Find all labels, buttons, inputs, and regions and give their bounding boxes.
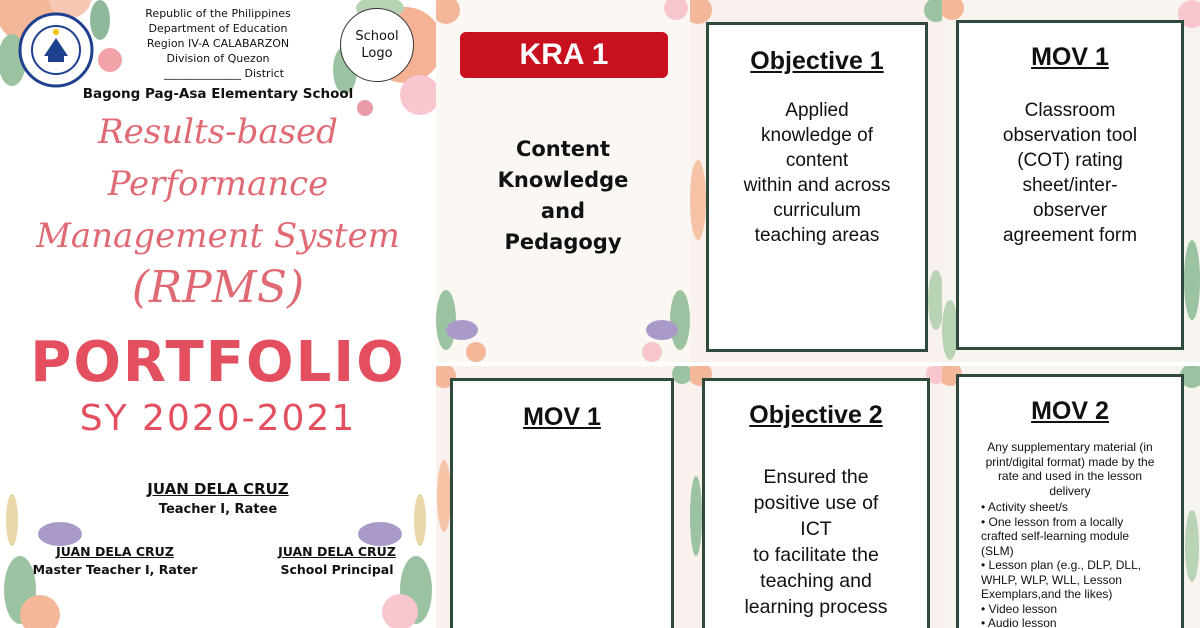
ratee-name: JUAN DELA CRUZ [147, 480, 289, 498]
header-line: Department of Education [148, 22, 288, 35]
mov-2-bullet-line: • Activity sheet/s [981, 500, 1068, 514]
school-name: Bagong Pag-Asa Elementary School [82, 86, 354, 102]
rater-role: Master Teacher I, Rater [32, 562, 198, 577]
objective-1-page [690, 0, 942, 362]
rater-block [20, 544, 210, 577]
mov-1-top-text [959, 98, 1181, 248]
header-line: Division of Quezon [166, 52, 270, 65]
objective-2-line: teaching and [760, 570, 872, 592]
cover-page [0, 0, 436, 628]
header-line: Region IV-A CALABARZON [146, 37, 290, 50]
mov-2-intro-line: rate and used in the lesson [997, 469, 1143, 483]
mov-1-top-line: (COT) rating [1017, 150, 1123, 171]
objective-1-title: Objective 1 [750, 47, 884, 75]
mov-2-bullet-line: Exemplars,and the likes) [981, 587, 1113, 601]
mov-2-bullet-line: crafted self-learning module [981, 529, 1130, 543]
header-line: ______________ District [163, 67, 284, 80]
mov-1-top-line: observation tool [1002, 125, 1138, 146]
mov-2-intro-line: print/digital format) made by the [985, 454, 1155, 469]
mov-1-bottom-page [436, 366, 690, 628]
objective-2-line: positive use of [753, 492, 879, 514]
principal-role: School Principal [280, 562, 394, 577]
mov-2-title: MOV 2 [1031, 397, 1109, 425]
principal-name: JUAN DELA CRUZ [278, 544, 396, 559]
mov-2-bullet-line: • One lesson from a locally [981, 514, 1124, 529]
objective-1-line: content [785, 150, 849, 171]
school-logo-placeholder [340, 8, 414, 82]
mov-2-bullets [959, 500, 1181, 628]
objective-2-card [702, 378, 930, 628]
objective-2-line: ICT [800, 518, 832, 540]
mov-1-top-line: Classroom [1024, 100, 1116, 121]
objective-1-line: within and across [743, 175, 891, 196]
mov-1-top-line: sheet/inter- [1022, 175, 1118, 196]
script-title-line: Management System [36, 216, 400, 256]
objective-1-line: knowledge of [761, 125, 873, 146]
mov-2-bullet-line: • Audio lesson [981, 616, 1057, 628]
script-title-line: (RPMS) [131, 262, 305, 313]
mov-2-card [956, 374, 1184, 628]
objective-2-line: Ensured the [763, 466, 869, 488]
script-title-line: Performance [107, 164, 329, 204]
portfolio-title: PORTFOLIO [30, 330, 406, 395]
kra-badge [460, 32, 668, 78]
mov-1-top-card [956, 20, 1184, 350]
objective-2-line: learning process [744, 596, 888, 618]
deped-seal-icon [18, 12, 94, 88]
mov-1-top-page [942, 0, 1200, 362]
objective-2-text [705, 464, 927, 620]
objective-2-line: to facilitate the [753, 544, 879, 566]
mov-2-intro-line: delivery [1049, 483, 1091, 498]
mov-1-top-title: MOV 1 [1031, 43, 1109, 71]
kra-page [436, 0, 690, 362]
mov-1-top-line: agreement form [1002, 225, 1138, 246]
rater-name: JUAN DELA CRUZ [56, 544, 174, 559]
header-line: Republic of the Philippines [145, 7, 291, 20]
mov-2-bullet-line: WHLP, WLP, WLL, Lesson [981, 572, 1122, 587]
kra-line: Knowledge [497, 168, 629, 192]
mov-2-bullet-line: • Video lesson [981, 601, 1058, 616]
mov-2-intro [959, 440, 1181, 498]
kra-description [436, 134, 690, 258]
kra-line: and [540, 199, 586, 223]
kra-line: Pedagogy [504, 230, 622, 254]
mov-1-bottom-card [450, 378, 674, 628]
mov-2-intro-line: Any supplementary material (in [987, 440, 1153, 454]
objective-2-title: Objective 2 [749, 401, 883, 429]
kra-line: Content [515, 137, 611, 161]
mov-1-bottom-title: MOV 1 [523, 403, 601, 431]
objective-1-line: teaching areas [754, 225, 880, 246]
objective-1-line: curriculum [773, 200, 861, 221]
objective-1-text [709, 98, 925, 248]
mov-2-page [942, 366, 1200, 628]
school-logo-label: School Logo [355, 29, 399, 61]
ratee-role: Teacher I, Ratee [158, 502, 278, 517]
objective-2-page [690, 366, 942, 628]
school-year: SY 2020-2021 [79, 398, 357, 439]
mov-2-bullet-line: • Lesson plan (e.g., DLP, DLL, [981, 558, 1142, 572]
principal-block [262, 544, 412, 577]
ratee-block [0, 480, 436, 517]
mov-1-top-line: observer [1033, 200, 1107, 221]
header-block [138, 6, 298, 81]
objective-1-line: Applied [785, 100, 849, 121]
mov-2-bullet-line: (SLM) [981, 543, 1014, 558]
script-title-line: Results-based [98, 112, 338, 152]
objective-1-card [706, 22, 928, 352]
kra-badge-label: KRA 1 [519, 38, 609, 71]
